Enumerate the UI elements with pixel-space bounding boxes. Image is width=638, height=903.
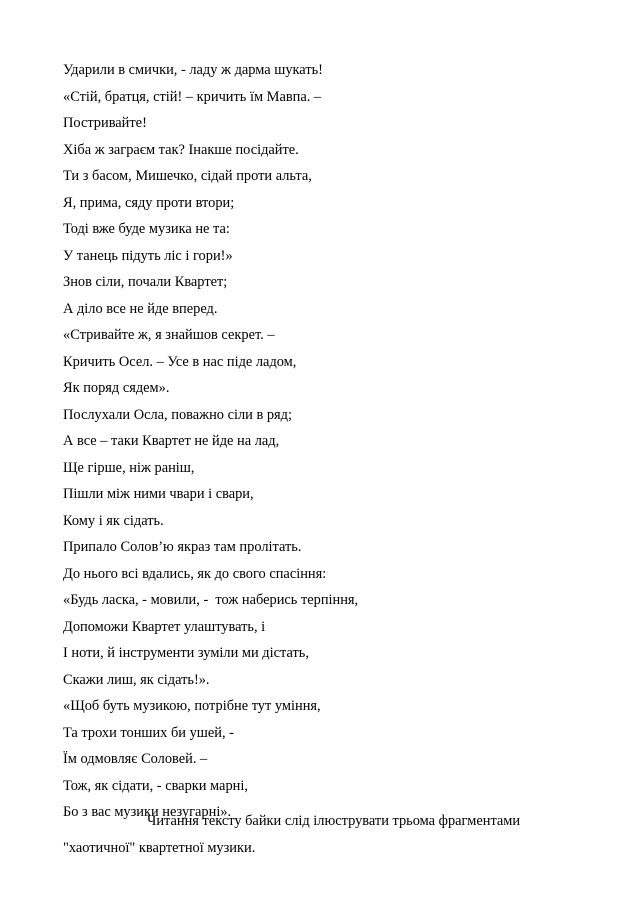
poem-line: Кричить Осел. – Усе в нас піде ладом,: [63, 353, 297, 370]
poem-text: [63, 57, 583, 826]
poem-line: Постривайте!: [63, 115, 147, 131]
poem-line: «Щоб буть музикою, потрібне тут уміння,: [63, 698, 321, 714]
poem-line: Тоді вже буде музика не та:: [63, 221, 230, 237]
poem-line: Скажи лиш, як сідать!».: [63, 671, 210, 688]
poem-line: І ноти, й інструменти зуміли ми дістать,: [63, 645, 309, 661]
poem-line: Я, прима, сяду проти втори;: [63, 194, 235, 211]
poem-line: «Стривайте ж, я знайшов секрет. –: [63, 327, 275, 343]
poem-line: Пішли між ними чвари і свари,: [63, 486, 254, 502]
poem-line: Знов сіли, почали Квартет;: [63, 274, 228, 290]
poem-line: Як поряд сядем».: [63, 380, 170, 396]
poem-line: У танець підуть ліс і гори!»: [63, 247, 233, 264]
poem-line: Хіба ж заграєм так? Інакше посідайте.: [63, 141, 299, 158]
poem-line: Ще гірше, ніж раніш,: [63, 459, 195, 476]
poem-line: Їм одмовляє Соловей. –: [63, 751, 208, 767]
poem-line: Тож, як сідати, - сварки марні,: [63, 777, 248, 794]
poem-line: Бо з вас музики незугарні».: [63, 804, 232, 820]
poem-line: Ударили в смички, - ладу ж дарма шукать!: [63, 62, 323, 78]
poem-line: «Стій, братця, стій! – кричить їм Мавпа. –: [63, 88, 322, 105]
poem-line: Та трохи тонших би ушей, -: [63, 724, 234, 741]
poem-line: Кому і як сідать.: [63, 512, 164, 529]
poem-line: До нього всі вдались, як до свого спасіння:: [63, 565, 327, 582]
poem-line: А все – таки Квартет не йде на лад,: [63, 433, 280, 449]
poem-line: А діло все не йде вперед.: [63, 300, 218, 317]
note-line-1: Читання тексту байки слід ілюструвати трьома фрагментами: [147, 813, 521, 829]
poem-line: Припало Солов’ю якраз там пролітать.: [63, 539, 302, 555]
poem-line: «Будь ласка, - мовили, - тож наберись терпіння,: [63, 592, 359, 608]
poem-line: Допоможи Квартет улаштувать, і: [63, 618, 266, 635]
performance-note: [63, 808, 583, 861]
poem-line: Ти з басом, Мишечко, сідай проти альта,: [63, 168, 312, 184]
note-line-2: "хаотичної" квартетної музики.: [63, 839, 256, 856]
poem-line: Послухали Осла, поважно сіли в ряд;: [63, 406, 292, 423]
